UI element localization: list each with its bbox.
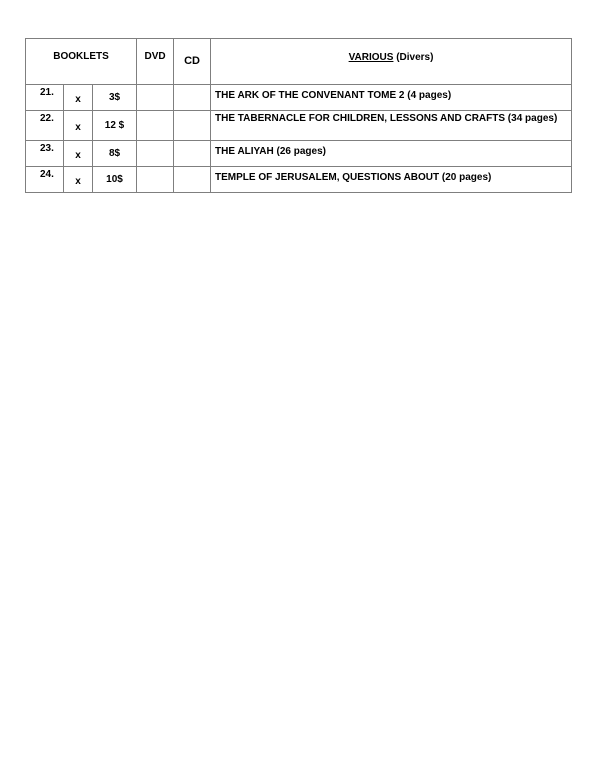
row-cd [174, 111, 211, 141]
row-mark: x [64, 141, 93, 167]
header-booklets: BOOKLETS [26, 39, 137, 85]
header-row [26, 39, 572, 85]
table-row [26, 85, 572, 111]
row-dvd [137, 167, 174, 193]
header-various [211, 39, 572, 85]
header-cd: CD [174, 39, 211, 85]
row-price: 10$ [93, 167, 137, 193]
table-row [26, 111, 572, 141]
table-row [26, 167, 572, 193]
catalog-table [25, 38, 572, 193]
row-dvd [137, 141, 174, 167]
row-number: 21. [26, 85, 64, 111]
header-various-label: VARIOUS [348, 52, 394, 63]
header-dvd: DVD [137, 39, 174, 85]
row-price: 12 $ [93, 111, 137, 141]
row-title: THE ARK OF THE CONVENANT TOME 2 (4 pages) [211, 85, 572, 111]
row-cd [174, 167, 211, 193]
row-number: 22. [26, 111, 64, 141]
header-various-suffix: (Divers) [393, 52, 434, 63]
row-mark: x [64, 85, 93, 111]
row-mark: x [64, 111, 93, 141]
row-title: THE ALIYAH (26 pages) [211, 141, 572, 167]
table-row [26, 141, 572, 167]
row-number: 24. [26, 167, 64, 193]
row-title: THE TABERNACLE FOR CHILDREN, LESSONS AND CRAFTS (34 pages) [211, 111, 572, 141]
row-number: 23. [26, 141, 64, 167]
row-dvd [137, 111, 174, 141]
row-dvd [137, 85, 174, 111]
row-cd [174, 141, 211, 167]
row-mark: x [64, 167, 93, 193]
row-price: 3$ [93, 85, 137, 111]
row-title: TEMPLE OF JERUSALEM, QUESTIONS ABOUT (20 pages) [211, 167, 572, 193]
row-cd [174, 85, 211, 111]
row-price: 8$ [93, 141, 137, 167]
